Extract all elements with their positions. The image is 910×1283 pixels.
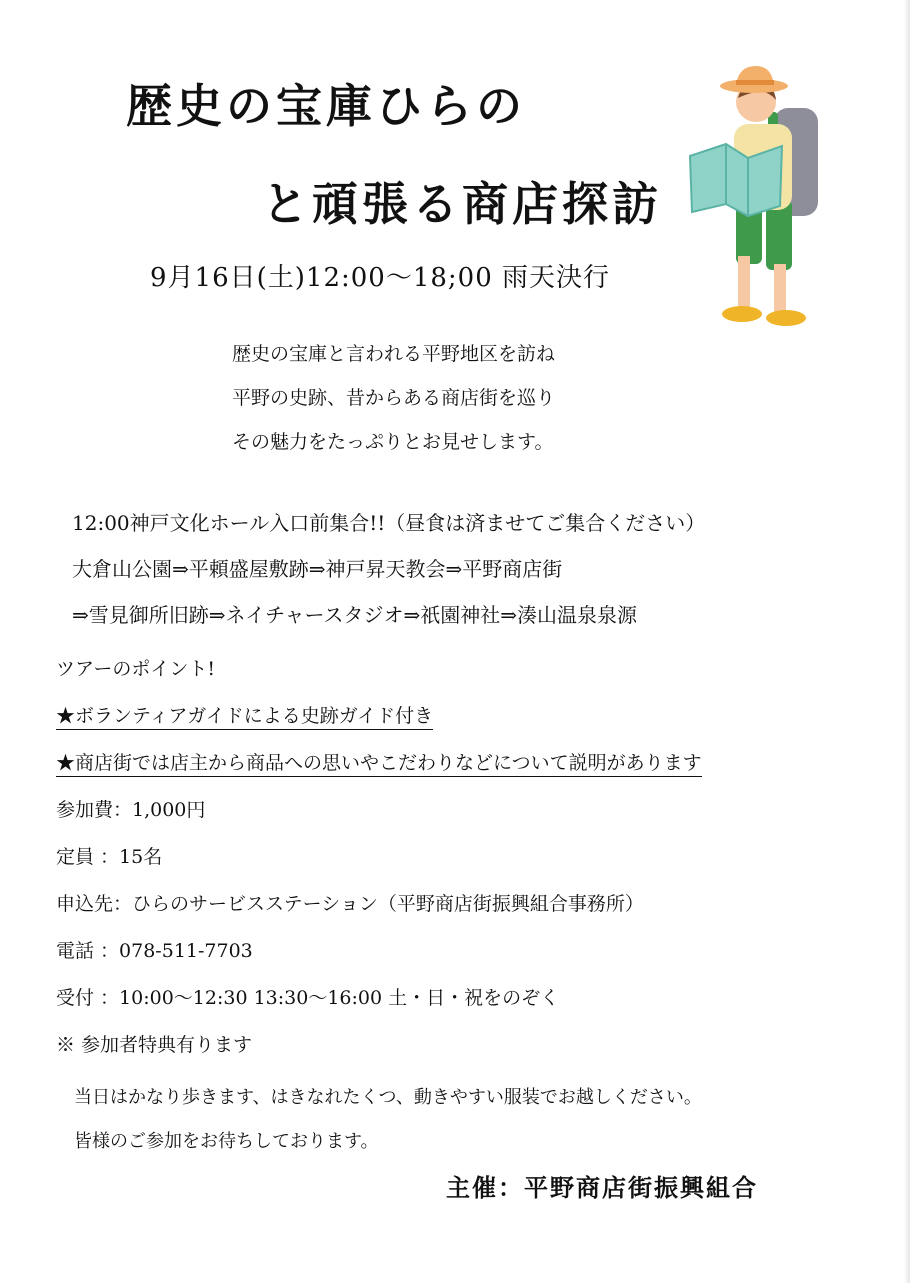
intro-text [232,332,555,464]
points-heading: ツアーのポイント! [56,658,216,680]
intro-line: 歴史の宝庫と言われる平野地区を訪ね [232,343,556,365]
title-line-1: 歴史の宝庫ひらの [126,79,526,133]
application: 申込先：ひらのサービスステーション（平野商店街振興組合事務所） [56,893,644,915]
closing-line: 皆様のご参加をお待ちしております。 [74,1131,379,1152]
fee: 参加費：1,000円 [56,799,206,821]
route-line: ⇒雪見御所旧跡⇒ネイチャースタジオ⇒祇園神社⇒湊山温泉泉源 [72,603,638,627]
page-edge-shadow [904,0,910,1283]
details-list [56,646,702,1069]
phone: 電話 ：078-511-7703 [56,940,253,962]
intro-line: 平野の史跡、昔からある商店街を巡り [232,387,556,409]
reception-hours: 受付 ：10:00〜12:30 13:30〜16:00 土・日・祝をのぞく [56,987,560,1009]
route-line: 大倉山公園⇒平頼盛屋敷跡⇒神戸昇天教会⇒平野商店街 [72,557,563,581]
intro-line: その魅力をたっぷりとお見せします。 [232,431,554,453]
event-date: 9月16日(土)12:00〜18;00 雨天決行 [150,263,611,293]
point-text: ★商店街では店主から商品への思いやこだわりなどについて説明があります [56,752,702,777]
capacity: 定員 ：15名 [56,846,163,868]
point-item [56,693,702,740]
right-shoe [766,310,806,326]
left-shoe [722,306,762,322]
title-line-2: と頑張る商店探訪 [262,177,662,231]
organizer: 主催：平野商店街振興組合 [446,1173,758,1202]
closing-line: 当日はかなり歩きます、はきなれたくつ、動きやすい服装でお越しください。 [74,1087,702,1108]
closing-notes [74,1076,702,1164]
meeting-point: 12:00神戸文化ホール入口前集合!!（昼食は済ませてご集合ください） [72,511,706,535]
participant-bonus: ※ 参加者特典有ります [56,1034,253,1056]
hiker-with-map-icon [686,60,832,330]
point-item [56,740,702,787]
tour-route [72,500,705,638]
point-text: ★ボランティアガイドによる史跡ガイド付き [56,705,433,730]
map [690,144,782,216]
